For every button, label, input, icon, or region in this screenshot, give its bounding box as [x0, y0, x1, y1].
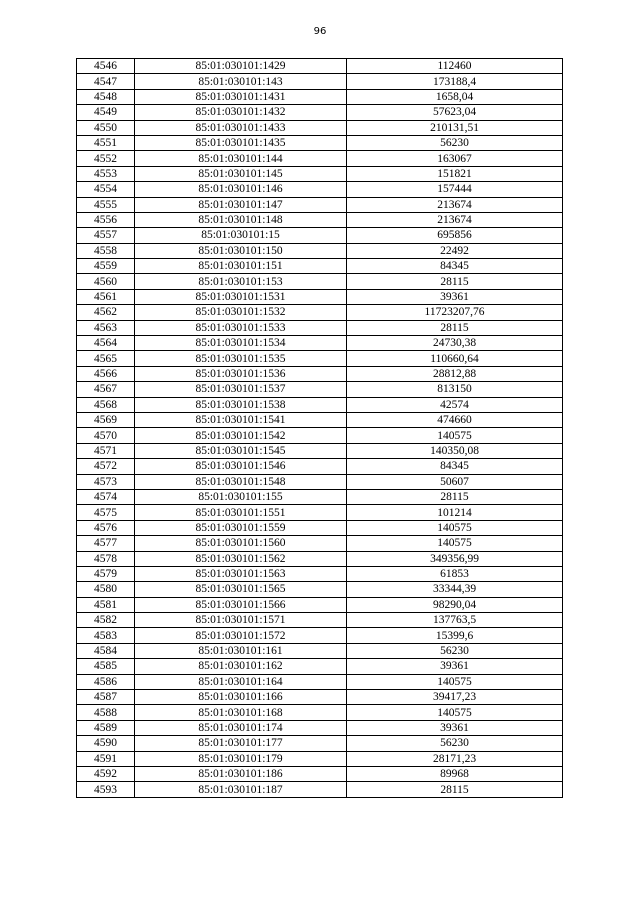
table-row [77, 305, 563, 320]
value-cell: 101214 [347, 505, 563, 520]
row-number-cell: 4566 [77, 366, 135, 381]
value-cell: 140575 [347, 536, 563, 551]
cadastral-number-cell: 85:01:030101:1433 [135, 120, 347, 135]
table-row [77, 428, 563, 443]
row-number-cell: 4546 [77, 59, 135, 74]
row-number-cell: 4559 [77, 259, 135, 274]
table-row [77, 166, 563, 181]
value-cell: 84345 [347, 259, 563, 274]
table-row [77, 520, 563, 535]
table-row [77, 613, 563, 628]
cadastral-number-cell: 85:01:030101:166 [135, 690, 347, 705]
cadastral-number-cell: 85:01:030101:1532 [135, 305, 347, 320]
table-row [77, 89, 563, 104]
table-row [77, 597, 563, 612]
table-row [77, 412, 563, 427]
table-row [77, 659, 563, 674]
value-cell: 695856 [347, 228, 563, 243]
value-cell: 349356,99 [347, 551, 563, 566]
row-number-cell: 4581 [77, 597, 135, 612]
row-number-cell: 4550 [77, 120, 135, 135]
row-number-cell: 4547 [77, 74, 135, 89]
value-cell: 157444 [347, 182, 563, 197]
table-row [77, 243, 563, 258]
table-row [77, 228, 563, 243]
parcel-table-body [77, 59, 563, 798]
table-row [77, 336, 563, 351]
cadastral-number-cell: 85:01:030101:1541 [135, 412, 347, 427]
cadastral-number-cell: 85:01:030101:1531 [135, 289, 347, 304]
table-row [77, 397, 563, 412]
table-row [77, 74, 563, 89]
value-cell: 39361 [347, 659, 563, 674]
cadastral-number-cell: 85:01:030101:168 [135, 705, 347, 720]
cadastral-number-cell: 85:01:030101:1537 [135, 382, 347, 397]
table-row [77, 474, 563, 489]
row-number-cell: 4586 [77, 674, 135, 689]
cadastral-number-cell: 85:01:030101:1560 [135, 536, 347, 551]
table-row [77, 289, 563, 304]
table-row [77, 674, 563, 689]
table-row [77, 182, 563, 197]
table-row [77, 351, 563, 366]
cadastral-number-cell: 85:01:030101:186 [135, 766, 347, 781]
row-number-cell: 4548 [77, 89, 135, 104]
row-number-cell: 4553 [77, 166, 135, 181]
row-number-cell: 4564 [77, 336, 135, 351]
row-number-cell: 4591 [77, 751, 135, 766]
cadastral-number-cell: 85:01:030101:1535 [135, 351, 347, 366]
row-number-cell: 4552 [77, 151, 135, 166]
table-row [77, 643, 563, 658]
cadastral-number-cell: 85:01:030101:162 [135, 659, 347, 674]
row-number-cell: 4565 [77, 351, 135, 366]
value-cell: 213674 [347, 197, 563, 212]
cadastral-number-cell: 85:01:030101:143 [135, 74, 347, 89]
value-cell: 15399,6 [347, 628, 563, 643]
table-row [77, 151, 563, 166]
value-cell: 42574 [347, 397, 563, 412]
table-row [77, 536, 563, 551]
table-row [77, 582, 563, 597]
cadastral-number-cell: 85:01:030101:1435 [135, 135, 347, 150]
cadastral-number-cell: 85:01:030101:1534 [135, 336, 347, 351]
cadastral-number-cell: 85:01:030101:1548 [135, 474, 347, 489]
row-number-cell: 4570 [77, 428, 135, 443]
value-cell: 140575 [347, 520, 563, 535]
value-cell: 112460 [347, 59, 563, 74]
table-row [77, 751, 563, 766]
table-row [77, 505, 563, 520]
value-cell: 163067 [347, 151, 563, 166]
value-cell: 137763,5 [347, 613, 563, 628]
cadastral-number-cell: 85:01:030101:1431 [135, 89, 347, 104]
cadastral-number-cell: 85:01:030101:1562 [135, 551, 347, 566]
value-cell: 56230 [347, 643, 563, 658]
cadastral-number-cell: 85:01:030101:1566 [135, 597, 347, 612]
row-number-cell: 4592 [77, 766, 135, 781]
value-cell: 140575 [347, 428, 563, 443]
value-cell: 57623,04 [347, 105, 563, 120]
table-row [77, 489, 563, 504]
value-cell: 28171,23 [347, 751, 563, 766]
table-row [77, 720, 563, 735]
table-row [77, 120, 563, 135]
table-row [77, 443, 563, 458]
table-row [77, 551, 563, 566]
table-row [77, 690, 563, 705]
value-cell: 474660 [347, 412, 563, 427]
value-cell: 213674 [347, 212, 563, 227]
cadastral-number-cell: 85:01:030101:15 [135, 228, 347, 243]
cadastral-number-cell: 85:01:030101:1429 [135, 59, 347, 74]
value-cell: 110660,64 [347, 351, 563, 366]
cadastral-number-cell: 85:01:030101:1546 [135, 459, 347, 474]
row-number-cell: 4583 [77, 628, 135, 643]
value-cell: 22492 [347, 243, 563, 258]
value-cell: 28812,88 [347, 366, 563, 381]
cadastral-number-cell: 85:01:030101:148 [135, 212, 347, 227]
cadastral-number-cell: 85:01:030101:187 [135, 782, 347, 797]
cadastral-number-cell: 85:01:030101:150 [135, 243, 347, 258]
cadastral-number-cell: 85:01:030101:174 [135, 720, 347, 735]
cadastral-number-cell: 85:01:030101:1545 [135, 443, 347, 458]
cadastral-number-cell: 85:01:030101:144 [135, 151, 347, 166]
table-row [77, 566, 563, 581]
value-cell: 89968 [347, 766, 563, 781]
value-cell: 39417,23 [347, 690, 563, 705]
value-cell: 140350,08 [347, 443, 563, 458]
table-row [77, 366, 563, 381]
row-number-cell: 4576 [77, 520, 135, 535]
value-cell: 11723207,76 [347, 305, 563, 320]
value-cell: 39361 [347, 720, 563, 735]
cadastral-number-cell: 85:01:030101:1536 [135, 366, 347, 381]
row-number-cell: 4571 [77, 443, 135, 458]
cadastral-number-cell: 85:01:030101:145 [135, 166, 347, 181]
table-row [77, 212, 563, 227]
cadastral-number-cell: 85:01:030101:151 [135, 259, 347, 274]
row-number-cell: 4567 [77, 382, 135, 397]
cadastral-number-cell: 85:01:030101:1432 [135, 105, 347, 120]
cadastral-number-cell: 85:01:030101:1551 [135, 505, 347, 520]
row-number-cell: 4572 [77, 459, 135, 474]
value-cell: 28115 [347, 320, 563, 335]
value-cell: 28115 [347, 489, 563, 504]
row-number-cell: 4558 [77, 243, 135, 258]
table-row [77, 320, 563, 335]
value-cell: 173188,4 [347, 74, 563, 89]
row-number-cell: 4557 [77, 228, 135, 243]
table-row [77, 766, 563, 781]
cadastral-number-cell: 85:01:030101:177 [135, 736, 347, 751]
row-number-cell: 4561 [77, 289, 135, 304]
table-row [77, 459, 563, 474]
cadastral-number-cell: 85:01:030101:161 [135, 643, 347, 658]
cadastral-number-cell: 85:01:030101:1572 [135, 628, 347, 643]
row-number-cell: 4582 [77, 613, 135, 628]
row-number-cell: 4563 [77, 320, 135, 335]
table-row [77, 274, 563, 289]
value-cell: 140575 [347, 674, 563, 689]
row-number-cell: 4580 [77, 582, 135, 597]
row-number-cell: 4590 [77, 736, 135, 751]
row-number-cell: 4585 [77, 659, 135, 674]
value-cell: 56230 [347, 135, 563, 150]
row-number-cell: 4551 [77, 135, 135, 150]
table-row [77, 259, 563, 274]
cadastral-number-cell: 85:01:030101:1559 [135, 520, 347, 535]
value-cell: 61853 [347, 566, 563, 581]
value-cell: 28115 [347, 782, 563, 797]
cadastral-number-cell: 85:01:030101:153 [135, 274, 347, 289]
table-row [77, 782, 563, 797]
value-cell: 50607 [347, 474, 563, 489]
row-number-cell: 4575 [77, 505, 135, 520]
value-cell: 151821 [347, 166, 563, 181]
row-number-cell: 4577 [77, 536, 135, 551]
value-cell: 98290,04 [347, 597, 563, 612]
value-cell: 813150 [347, 382, 563, 397]
row-number-cell: 4569 [77, 412, 135, 427]
row-number-cell: 4588 [77, 705, 135, 720]
row-number-cell: 4587 [77, 690, 135, 705]
row-number-cell: 4593 [77, 782, 135, 797]
cadastral-number-cell: 85:01:030101:146 [135, 182, 347, 197]
cadastral-number-cell: 85:01:030101:155 [135, 489, 347, 504]
value-cell: 140575 [347, 705, 563, 720]
value-cell: 28115 [347, 274, 563, 289]
row-number-cell: 4556 [77, 212, 135, 227]
row-number-cell: 4555 [77, 197, 135, 212]
cadastral-number-cell: 85:01:030101:1538 [135, 397, 347, 412]
parcel-table [76, 58, 563, 798]
table-row [77, 705, 563, 720]
table-row [77, 105, 563, 120]
row-number-cell: 4554 [77, 182, 135, 197]
value-cell: 210131,51 [347, 120, 563, 135]
cadastral-number-cell: 85:01:030101:147 [135, 197, 347, 212]
table-row [77, 628, 563, 643]
cadastral-number-cell: 85:01:030101:1565 [135, 582, 347, 597]
table-row [77, 382, 563, 397]
row-number-cell: 4560 [77, 274, 135, 289]
row-number-cell: 4584 [77, 643, 135, 658]
row-number-cell: 4562 [77, 305, 135, 320]
table-row [77, 59, 563, 74]
row-number-cell: 4573 [77, 474, 135, 489]
table-row [77, 736, 563, 751]
value-cell: 56230 [347, 736, 563, 751]
cadastral-number-cell: 85:01:030101:1571 [135, 613, 347, 628]
row-number-cell: 4578 [77, 551, 135, 566]
row-number-cell: 4568 [77, 397, 135, 412]
row-number-cell: 4579 [77, 566, 135, 581]
cadastral-number-cell: 85:01:030101:1542 [135, 428, 347, 443]
row-number-cell: 4549 [77, 105, 135, 120]
cadastral-number-cell: 85:01:030101:1533 [135, 320, 347, 335]
row-number-cell: 4574 [77, 489, 135, 504]
value-cell: 39361 [347, 289, 563, 304]
page-number: 96 [313, 26, 327, 37]
cadastral-number-cell: 85:01:030101:179 [135, 751, 347, 766]
row-number-cell: 4589 [77, 720, 135, 735]
value-cell: 84345 [347, 459, 563, 474]
table-row [77, 197, 563, 212]
cadastral-number-cell: 85:01:030101:164 [135, 674, 347, 689]
cadastral-number-cell: 85:01:030101:1563 [135, 566, 347, 581]
value-cell: 1658,04 [347, 89, 563, 104]
table-row [77, 135, 563, 150]
value-cell: 24730,38 [347, 336, 563, 351]
value-cell: 33344,39 [347, 582, 563, 597]
